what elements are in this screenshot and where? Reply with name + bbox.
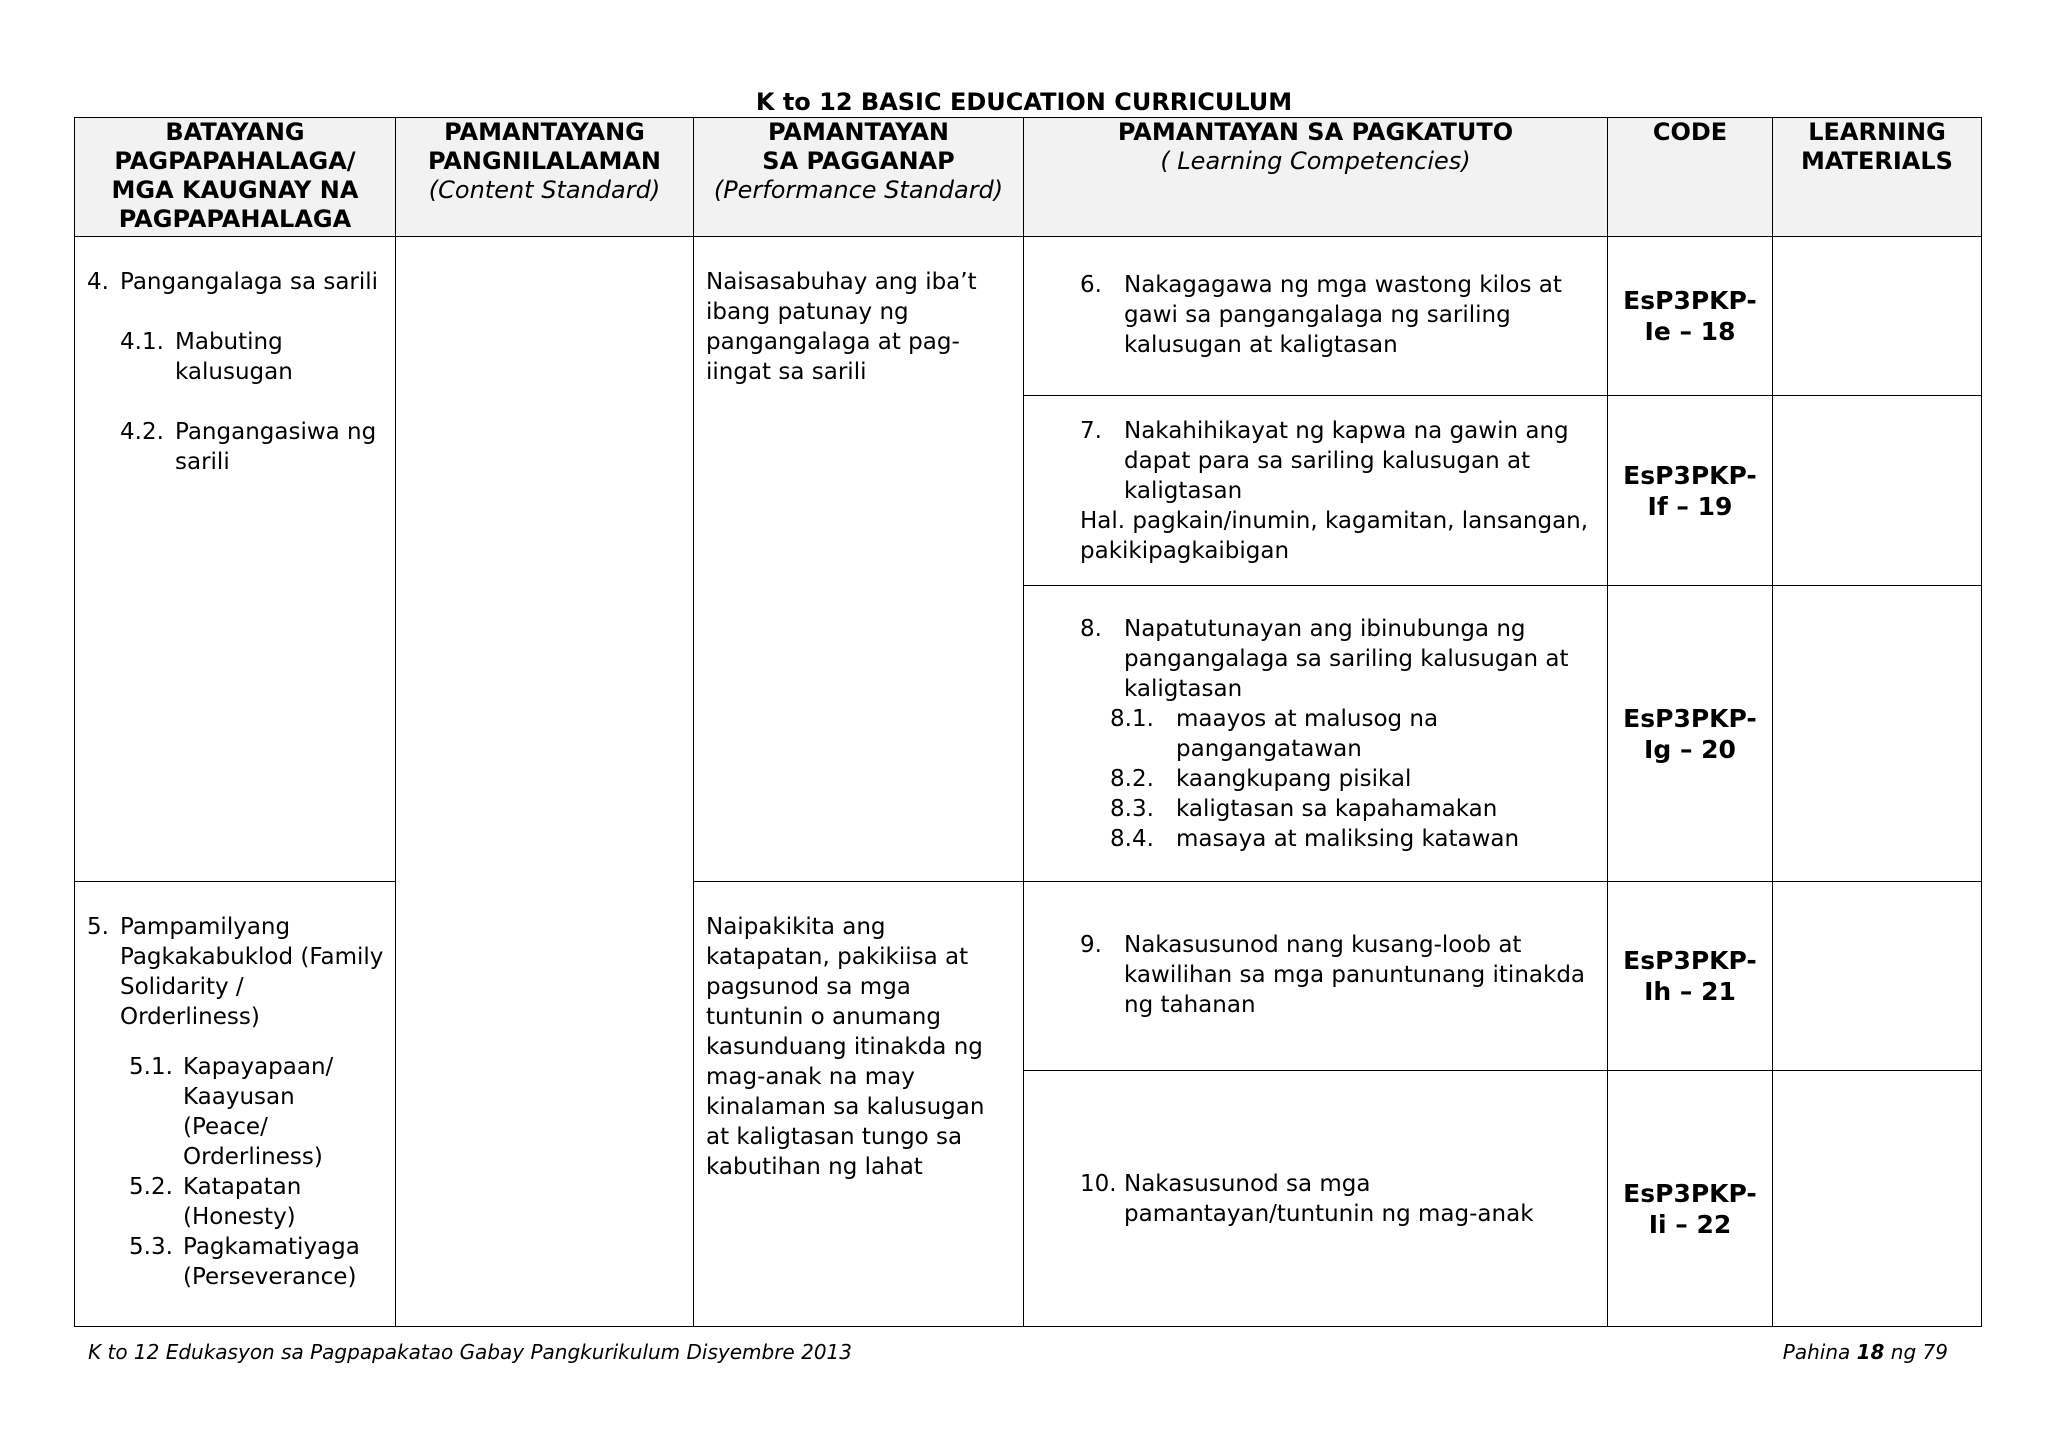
code-cell: [1608, 586, 1773, 882]
item-number: 8.4.: [1110, 826, 1154, 852]
code-line: If – 19: [1647, 491, 1733, 521]
header-line: MATERIALS: [1801, 147, 1953, 175]
competency-item: [1080, 270, 1597, 360]
header-line: LEARNING: [1808, 118, 1946, 146]
competency-item: [1080, 614, 1597, 704]
competency-sub-item: [1110, 794, 1597, 824]
competency-item: [1080, 1169, 1597, 1229]
competency-cell-8: [1024, 586, 1608, 882]
item-text: masaya at maliksing katawan: [1176, 826, 1520, 852]
header-subtitle: (Performance Standard): [713, 176, 1004, 204]
header-content-standard: [396, 118, 694, 237]
item-number: 7.: [1080, 418, 1102, 444]
competency-note: Hal. pagkain/inumin, kagamitan, lansangan, pakikipagkaibigan: [1080, 508, 1589, 564]
item-text: kaligtasan sa kapahamakan: [1176, 796, 1498, 822]
competency-sub-item: [1110, 704, 1597, 764]
page-suffix: ng 79: [1884, 1340, 1948, 1364]
competency-cell-9: [1024, 882, 1608, 1071]
sub-value-item: [129, 1172, 385, 1232]
item-number: 8.2.: [1110, 766, 1154, 792]
item-text: Pagkamatiyaga (Perseverance): [183, 1234, 360, 1290]
item-number: 4.2.: [120, 419, 164, 445]
header-line: PAGPAPAHALAGA/: [114, 147, 356, 175]
competency-sub-item: [1110, 824, 1597, 854]
sub-value-item: [129, 1052, 385, 1172]
performance-text: Naipakikita ang katapatan, pakikiisa at pagsunod sa mga tuntunin o anumang kasunduang itinakda ng mag-anak na may kinalaman sa kalusugan at kaligtasan tungo sa kabutihan ng lahat: [706, 914, 985, 1180]
header-code: CODE: [1608, 118, 1773, 237]
performance-cell-4: [694, 237, 1024, 882]
code-line: EsP3PKP-: [1623, 946, 1757, 975]
page-prefix: Pahina: [1782, 1340, 1857, 1364]
learning-materials-cell: [1773, 1071, 1982, 1327]
code-line: Ig – 20: [1644, 734, 1736, 764]
performance-cell-5: [694, 882, 1024, 1327]
table-row: [75, 237, 1982, 396]
item-number: 6.: [1080, 272, 1102, 298]
competency-cell-7: [1024, 396, 1608, 586]
learning-materials-cell: [1773, 237, 1982, 396]
code-line: Ih – 21: [1644, 977, 1736, 1006]
header-line: PAMANTAYANG: [444, 118, 645, 146]
sub-value-item: [120, 327, 385, 387]
header-line: PAMANTAYAN SA PAGKATUTO: [1117, 118, 1514, 146]
item-text: kaangkupang pisikal: [1176, 766, 1412, 792]
code-line: Ii – 22: [1648, 1209, 1732, 1239]
content-standard-cell: [396, 237, 694, 1327]
item-number: 10.: [1080, 1170, 1117, 1197]
item-text: Nakasusunod sa mga pamantayan/tuntunin ng mag-anak: [1124, 1170, 1534, 1227]
value-cell-4: [75, 237, 396, 882]
table-row: [75, 882, 1982, 1071]
header-row: [75, 118, 1982, 237]
item-text: Kapayapaan/ Kaayusan (Peace/ Orderliness): [183, 1054, 334, 1170]
header-subtitle: (Content Standard): [428, 176, 661, 204]
item-number: 8.: [1080, 616, 1102, 642]
item-number: 8.3.: [1110, 796, 1154, 822]
code-line: EsP3PKP-: [1623, 286, 1757, 315]
code-cell: [1608, 237, 1773, 396]
footer-document-title: K to 12 Edukasyon sa Pagpapakatao Gabay Pangkurikulum Disyembre 2013: [88, 1340, 852, 1364]
item-number: 5.3.: [129, 1234, 173, 1260]
code-line: Ie – 18: [1644, 317, 1736, 346]
learning-materials-cell: [1773, 586, 1982, 882]
header-line: PANGNILALAMAN: [427, 147, 662, 175]
header-performance-standard: [694, 118, 1024, 237]
footer-page-number: [1783, 1340, 1948, 1364]
code-line: EsP3PKP-: [1623, 1178, 1757, 1208]
code-line: EsP3PKP-: [1623, 703, 1757, 733]
header-line: PAGPAPAHALAGA: [118, 205, 352, 233]
item-text: Pangangalaga sa sarili: [120, 269, 379, 295]
item-number: 8.1.: [1110, 706, 1154, 732]
learning-materials-cell: [1773, 882, 1982, 1071]
competency-cell-6: [1024, 237, 1608, 396]
header-line: PAMANTAYAN: [767, 118, 950, 146]
competency-item: [1080, 930, 1597, 1020]
page-current: 18: [1856, 1340, 1885, 1364]
curriculum-table: [74, 117, 1982, 1327]
header-line: MGA KAUGNAY NA: [111, 176, 359, 204]
header-line: BATAYANG: [165, 118, 305, 146]
header-batayang-pagpapahalaga: [75, 118, 396, 237]
value-item: [87, 912, 385, 1032]
item-number: 4.: [87, 269, 109, 295]
item-number: 5.2.: [129, 1174, 173, 1200]
header-learning-materials: [1773, 118, 1982, 237]
code-cell: [1608, 1071, 1773, 1327]
document-title: K to 12 BASIC EDUCATION CURRICULUM: [755, 88, 1293, 116]
performance-text: Naisasabuhay ang iba’t ibang patunay ng pangangalaga at pag-iingat sa sarili: [706, 269, 977, 385]
learning-materials-cell: [1773, 396, 1982, 586]
code-line: EsP3PKP-: [1623, 460, 1757, 490]
sub-value-item: [120, 417, 385, 477]
item-text: maayos at malusog na pangangatawan: [1176, 706, 1439, 762]
value-cell-5: [75, 882, 396, 1327]
item-text: Napatutunayan ang ibinubunga ng pangangalaga sa sariling kalusugan at kaligtasan: [1124, 616, 1569, 702]
header-subtitle: ( Learning Competencies): [1160, 147, 1471, 175]
header-line: SA PAGGANAP: [762, 147, 955, 175]
sub-value-item: [129, 1232, 385, 1292]
item-number: 9.: [1080, 932, 1102, 958]
competency-sub-item: [1110, 764, 1597, 794]
code-cell: [1608, 396, 1773, 586]
item-text: Nakasusunod nang kusang-loob at kawilihan sa mga panuntunang itinakda ng tahanan: [1124, 932, 1586, 1018]
item-text: Pangangasiwa ng sarili: [175, 419, 377, 475]
competency-cell-10: [1024, 1071, 1608, 1327]
item-number: 5.1.: [129, 1054, 173, 1080]
item-text: Mabuting kalusugan: [175, 329, 293, 385]
item-text: Nakagagawa ng mga wastong kilos at gawi sa pangangalaga ng sariling kalusugan at kaligtasan: [1124, 272, 1562, 358]
code-cell: [1608, 882, 1773, 1071]
value-item: [87, 267, 385, 297]
competency-item: [1080, 416, 1597, 506]
item-text: Pampamilyang Pagkakabuklod (Family Solidarity / Orderliness): [120, 914, 384, 1030]
item-number: 4.1.: [120, 329, 164, 355]
item-text: Katapatan (Honesty): [183, 1174, 302, 1230]
item-number: 5.: [87, 914, 109, 940]
item-text: Nakahihikayat ng kapwa na gawin ang dapat para sa sariling kalusugan at kaligtasan: [1124, 418, 1569, 504]
header-learning-competencies: [1024, 118, 1608, 237]
